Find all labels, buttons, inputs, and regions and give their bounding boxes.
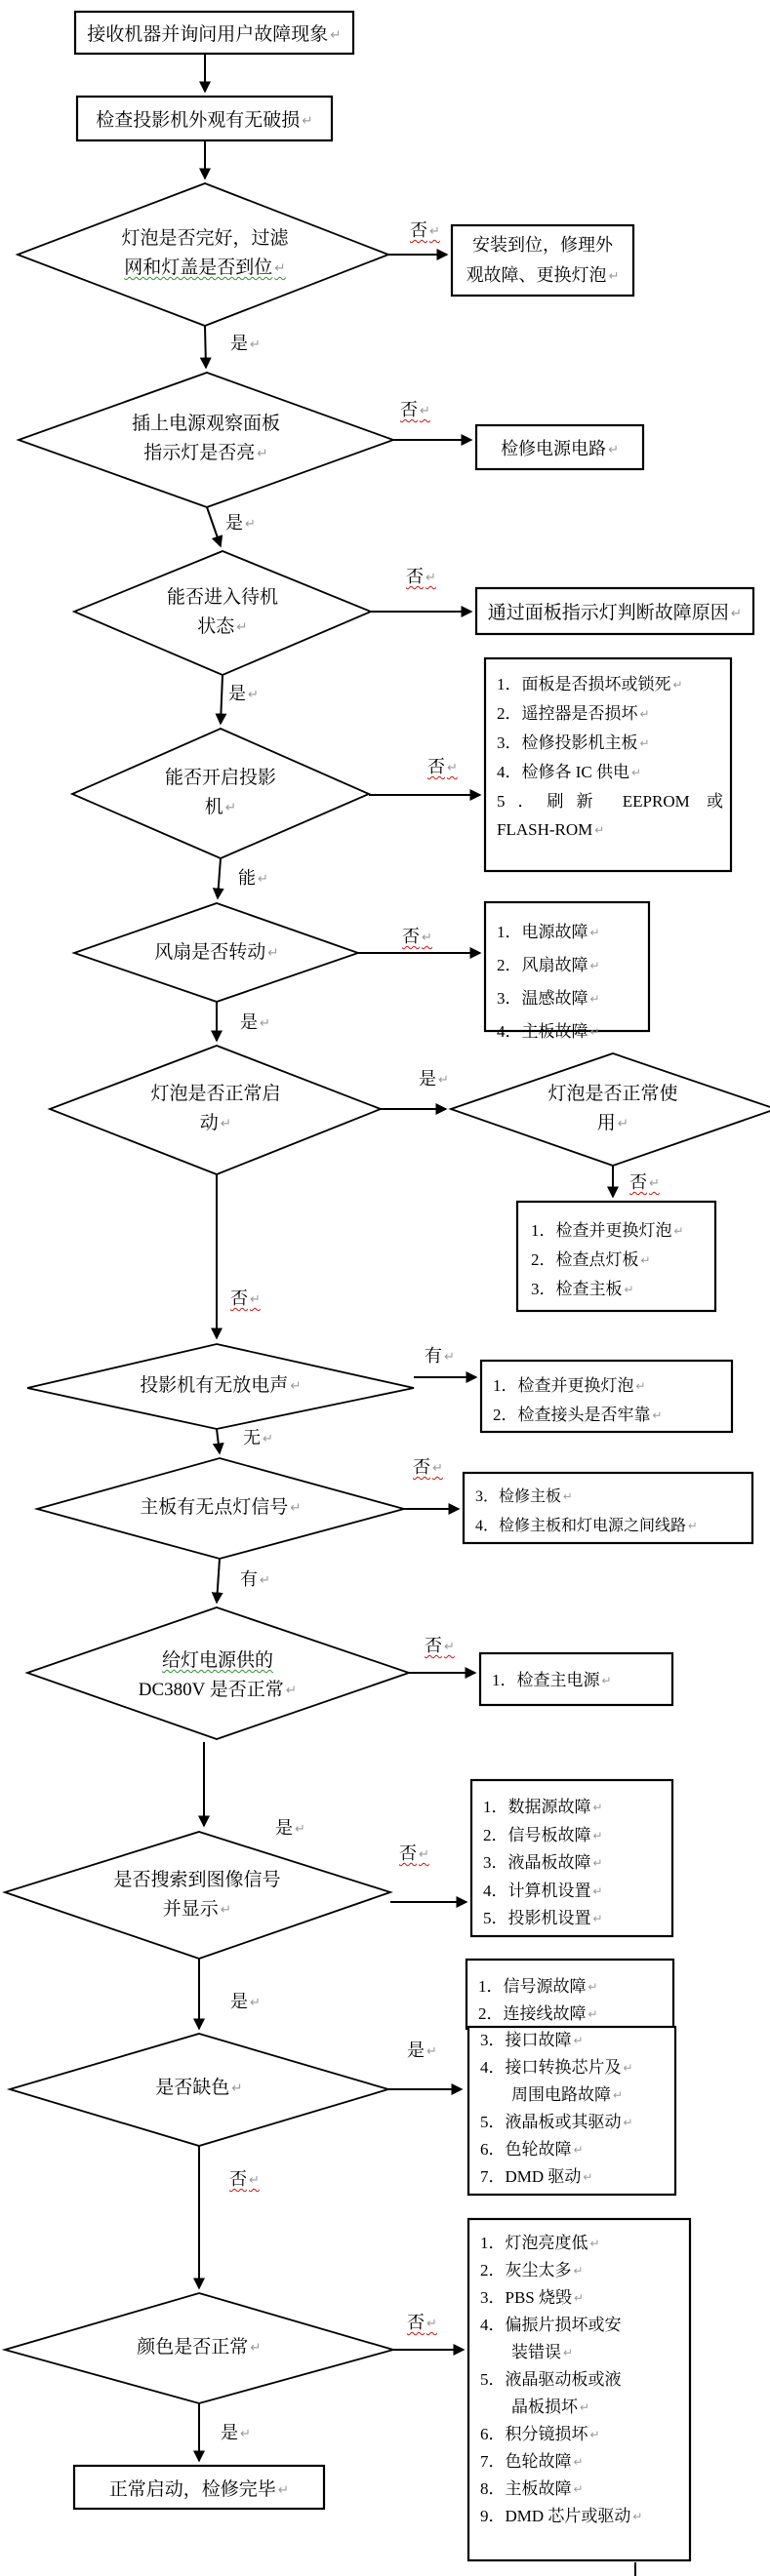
check-exterior-label: 检查投影机外观有无破损 ↵ xyxy=(77,97,332,140)
diamond-d13-label: 颜色是否正常 ↵ xyxy=(53,2335,345,2360)
edge-label-d9-no: 否 ↵ xyxy=(413,1457,443,1478)
diamond-d3-label: 能否进入待机 状态 ↵ xyxy=(76,583,369,642)
end-box-label: 正常启动，检修完毕 ↵ xyxy=(74,2466,324,2509)
edge-label-d10-no: 否 ↵ xyxy=(425,1636,455,1656)
r5-list: 1．电源故障 ↵ 2．风扇故障 ↵ 3．温感故障 ↵ 4．主板故障 ↵ xyxy=(497,916,643,1049)
edge-label-d2-no: 否 ↵ xyxy=(400,400,430,420)
arrow-d8-none xyxy=(217,1429,220,1453)
r11b-list: 3．接口故障 ↵ 4．接口转换芯片及 ↵ 周围电路故障 ↵ 5．液晶板或其驱动 ↵ 6．色轮故障 ↵ 7．DMD 驱动 ↵ xyxy=(480,2027,670,2191)
r1-label: 安装到位，修理外 观故障、更换灯泡 ↵ xyxy=(452,230,633,291)
r11a-list: 1．信号源故障 ↵ 2．连接线故障 ↵ xyxy=(478,1973,669,2028)
r9-list: 1．检查主电源 ↵ xyxy=(492,1668,668,1693)
edge-label-d12-no: 否 ↵ xyxy=(229,2169,260,2190)
edge-label-d11-no: 否 ↵ xyxy=(399,1843,429,1864)
edge-label-d2-yes: 是 ↵ xyxy=(225,513,256,534)
edge-label-d7-no: 否 ↵ xyxy=(629,1172,660,1193)
edge-label-d3-yes: 是 ↵ xyxy=(228,684,259,704)
edge-label-d8-has: 有 ↵ xyxy=(425,1346,455,1367)
arrow-d3-yes xyxy=(221,675,223,724)
arrow-d2-yes xyxy=(207,507,221,546)
diamond-d4-label: 能否开启投影 机 ↵ xyxy=(74,764,367,822)
edge-label-d6-yes: 是 ↵ xyxy=(419,1069,449,1090)
edge-label-d1-no: 否 ↵ xyxy=(410,220,440,241)
r2-label: 检修电源电路 ↵ xyxy=(476,425,643,469)
arrow-d9-has xyxy=(217,1559,220,1603)
edge-label-d13-yes: 是 ↵ xyxy=(221,2423,251,2443)
edge-label-d8-none: 无 ↵ xyxy=(243,1428,273,1448)
arrow-d1-yes xyxy=(205,326,206,368)
edge-label-d5-no: 否 ↵ xyxy=(402,927,432,947)
edge-label-d9-has: 有 ↵ xyxy=(240,1569,270,1590)
diamond-d6-label: 灯泡是否正常启 动 ↵ xyxy=(69,1080,362,1138)
edge-label-d1-yes: 是 ↵ xyxy=(230,334,261,354)
edge-label-d5-yes: 是 ↵ xyxy=(240,1012,270,1033)
r6-list: 1．检查并更换灯泡 ↵ 2．检查点灯板 ↵ 3．检查主板 ↵ xyxy=(531,1216,707,1304)
r4-list: 1．面板是否损坏或锁死 ↵ 2．遥控器是否损坏 ↵ 3．检修投影机主板 ↵ 4．检修各 IC 供电 ↵ 5．刷新 EEPROM 或 FLASH-ROM ↵ xyxy=(497,670,723,845)
edge-label-d6-no: 否 ↵ xyxy=(230,1288,261,1309)
diamond-d12-label: 是否缺色 ↵ xyxy=(53,2076,345,2101)
start-box-label: 接收机器并询问用户故障现象 ↵ xyxy=(75,12,353,54)
edge-label-d4-no: 否 ↵ xyxy=(427,757,458,777)
r12-list: 1．灯泡亮度低 ↵ 2．灰尘太多 ↵ 3．PBS 烧毁 ↵ 4．偏振片损坏或安 装错误 ↵ 5．液晶驱动板或液 晶板损坏 ↵ 6．积分镜损坏 ↵ 7．色轮故障 ↵ 8．主板故障 ↵ 9．DMD 芯片或驱动 ↵ xyxy=(480,2230,687,2530)
diamond-d8-label: 投影机有无放电声 ↵ xyxy=(74,1373,367,1399)
edge-label-d12-yes: 是 ↵ xyxy=(407,2041,437,2061)
arrow-d4-can xyxy=(218,858,221,898)
r10-list: 1．数据源故障 ↵ 2．信号板故障 ↵ 3．液晶板故障 ↵ 4．计算机设置 ↵ 5．投影机设置 ↵ xyxy=(483,1794,669,1933)
r8-list: 3．检修主板 ↵ 4．检修主板和灯电源之间线路 ↵ xyxy=(475,1483,750,1541)
edge-label-d11-yes: 是 ↵ xyxy=(230,1992,261,2012)
edge-label-d10-yes: 是 ↵ xyxy=(275,1818,305,1839)
edge-label-d13-no: 否 ↵ xyxy=(407,2313,437,2333)
r7-list: 1．检查并更换灯泡 ↵ 2．检查接头是否牢靠 ↵ xyxy=(493,1371,727,1430)
diamond-d7-label: 灯泡是否正常使 用 ↵ xyxy=(466,1080,759,1138)
diamond-d5-label: 风扇是否转动 ↵ xyxy=(70,940,363,966)
diamond-d1-label: 灯泡是否完好，过滤 网和灯盖是否到位 ↵ xyxy=(29,224,381,283)
edge-label-d4-can: 能 ↵ xyxy=(238,868,268,889)
r3-label: 通过面板指示灯判断故障原因 ↵ xyxy=(476,588,753,634)
diamond-d11-label: 是否搜索到图像信号 并显示 ↵ xyxy=(51,1866,344,1924)
diamond-d2-label: 插上电源观察面板 指示灯是否亮 ↵ xyxy=(30,410,382,468)
edge-label-d3-no: 否 ↵ xyxy=(406,567,436,587)
diamond-d10-label: 给灯电源供的 DC380V 是否正常 ↵ xyxy=(71,1646,364,1705)
diamond-d9-label: 主板有无点灯信号 ↵ xyxy=(74,1495,367,1521)
